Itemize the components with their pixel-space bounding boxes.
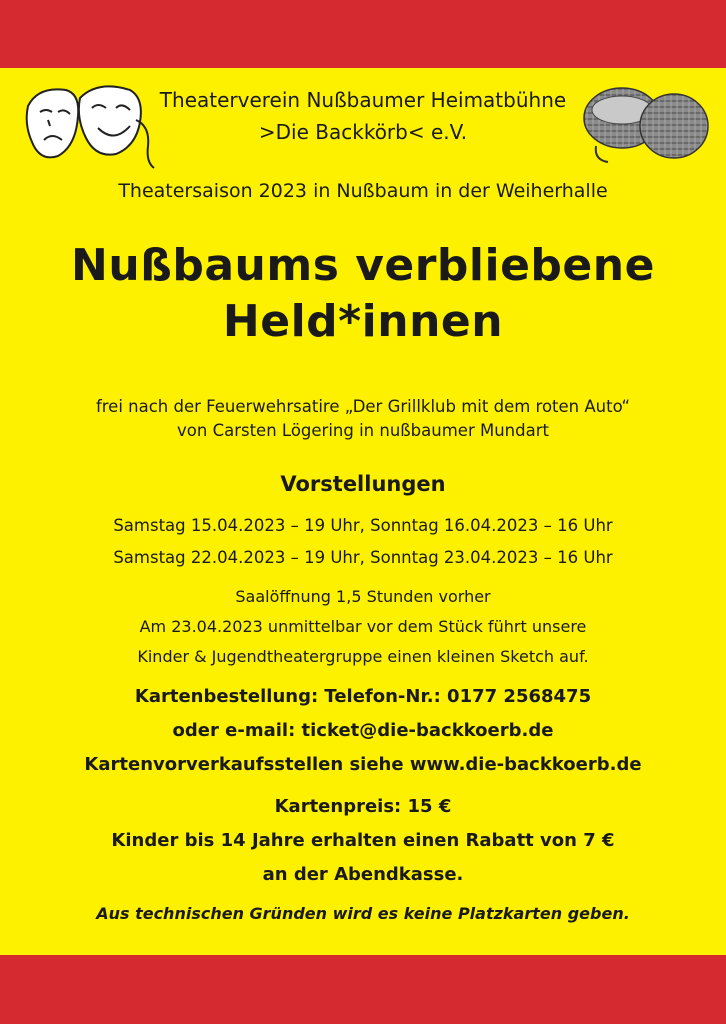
org-line-1: Theaterverein Nußbaumer Heimatbühne [159,88,567,112]
subtitle-line-1: frei nach der Feuerwehrsatire „Der Grillklub mit dem roten Auto“ [95,397,631,416]
subtitle-line-2: von Carsten Lögering in nußbaumer Mundart [177,421,549,440]
title-line-2: Held*innen [222,296,504,347]
title-line-1: Nußbaums verbliebene [71,240,655,291]
performance-date-2: Samstag 22.04.2023 – 19 Uhr, Sonntag 23.04.2023 – 16 Uhr [113,548,613,567]
seating-note: Aus technischen Gründen wird es keine Platzkarten geben. [96,904,630,923]
info-line-1: Saalöffnung 1,5 Stunden vorher [235,587,491,606]
booking-website: Kartenvorverkaufsstellen siehe www.die-backkoerb.de [84,754,642,775]
organization-name [0,84,726,148]
play-title [0,238,726,350]
performance-date-1: Samstag 15.04.2023 – 19 Uhr, Sonntag 16.04.2023 – 16 Uhr [113,516,613,535]
bottom-red-band [0,955,726,1024]
info-line-2: Am 23.04.2023 unmittelbar vor dem Stück führt unsere [139,617,587,636]
price-block [0,790,726,892]
top-red-band [0,0,726,68]
season-line: Theatersaison 2023 in Nußbaum in der Weiherhalle [118,180,608,202]
org-line-2: >Die Backkörb< e.V. [258,120,468,144]
info-line-3: Kinder & Jugendtheatergruppe einen kleinen Sketch auf. [137,647,589,666]
performances-heading: Vorstellungen [280,472,446,496]
price-line-3: an der Abendkasse. [262,864,464,885]
performance-dates [0,510,726,574]
info-block [0,582,726,672]
booking-phone: Kartenbestellung: Telefon-Nr.: 0177 2568475 [134,686,592,707]
price-line-1: Kartenpreis: 15 € [274,796,452,817]
play-subtitle [0,395,726,443]
booking-email: oder e-mail: ticket@die-backkoerb.de [172,720,554,741]
price-line-2: Kinder bis 14 Jahre erhalten einen Rabatt von 7 € [111,830,615,851]
booking-block [0,680,726,782]
